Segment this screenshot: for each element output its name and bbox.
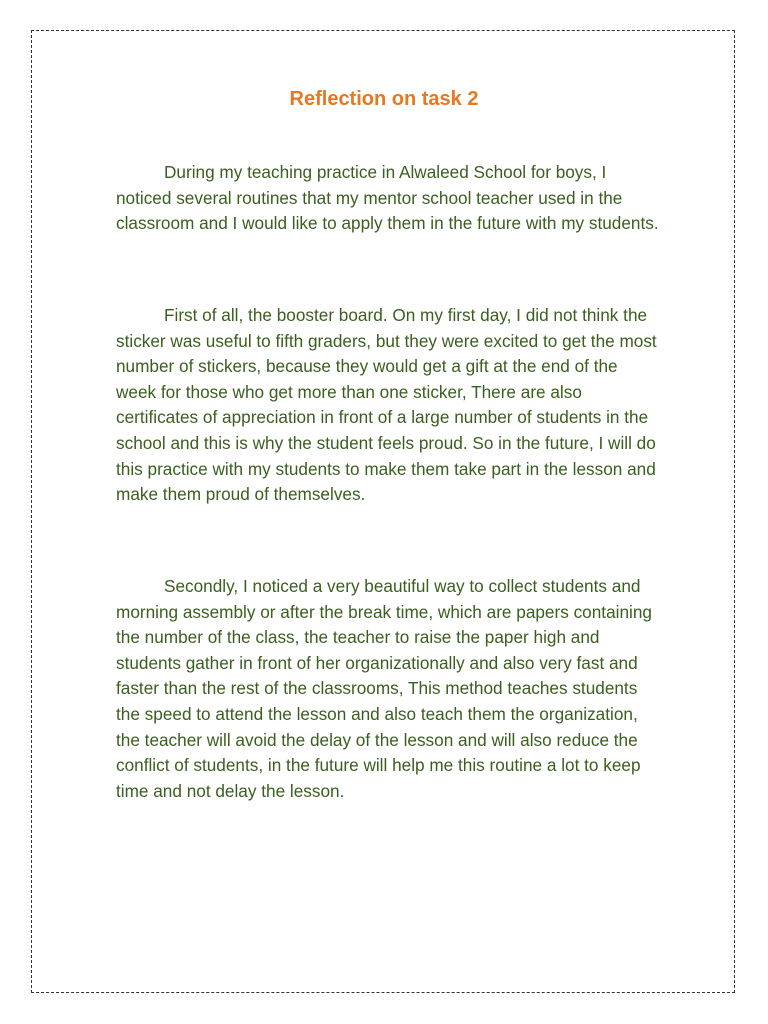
paragraph-booster-board: First of all, the booster board. On my first day, I did not think the sticker was useful to fifth graders, but they were excited to get the most number of stickers, because they would get a gift at the end of the week for those who get more than one sticker, There are also certificates of appreciation in front of a large number of students in the school and this is why the student feels proud. So in the future, I will do this practice with my students to make them take part in the lesson and make them proud of themselves. bbox=[116, 305, 657, 505]
document-title: Reflection on task 2 bbox=[289, 88, 479, 110]
paragraph-intro: During my teaching practice in Alwaleed School for boys, I noticed several routines that my mentor school teacher used in the classroom and I would like to apply them in the future with my students. bbox=[116, 162, 659, 234]
paragraph-class-gathering-routine: Secondly, I noticed a very beautiful way to collect students and morning assembly or after the break time, which are papers containing the number of the class, the teacher to raise the paper high and students gather in front of her organizationally and also very fast and faster than the rest of the classrooms, This method teaches students the speed to attend the lesson and also teach them the organization, the teacher will avoid the delay of the lesson and will also reduce the conflict of students, in the future will help me this routine a lot to keep time and not delay the lesson. bbox=[116, 576, 652, 801]
